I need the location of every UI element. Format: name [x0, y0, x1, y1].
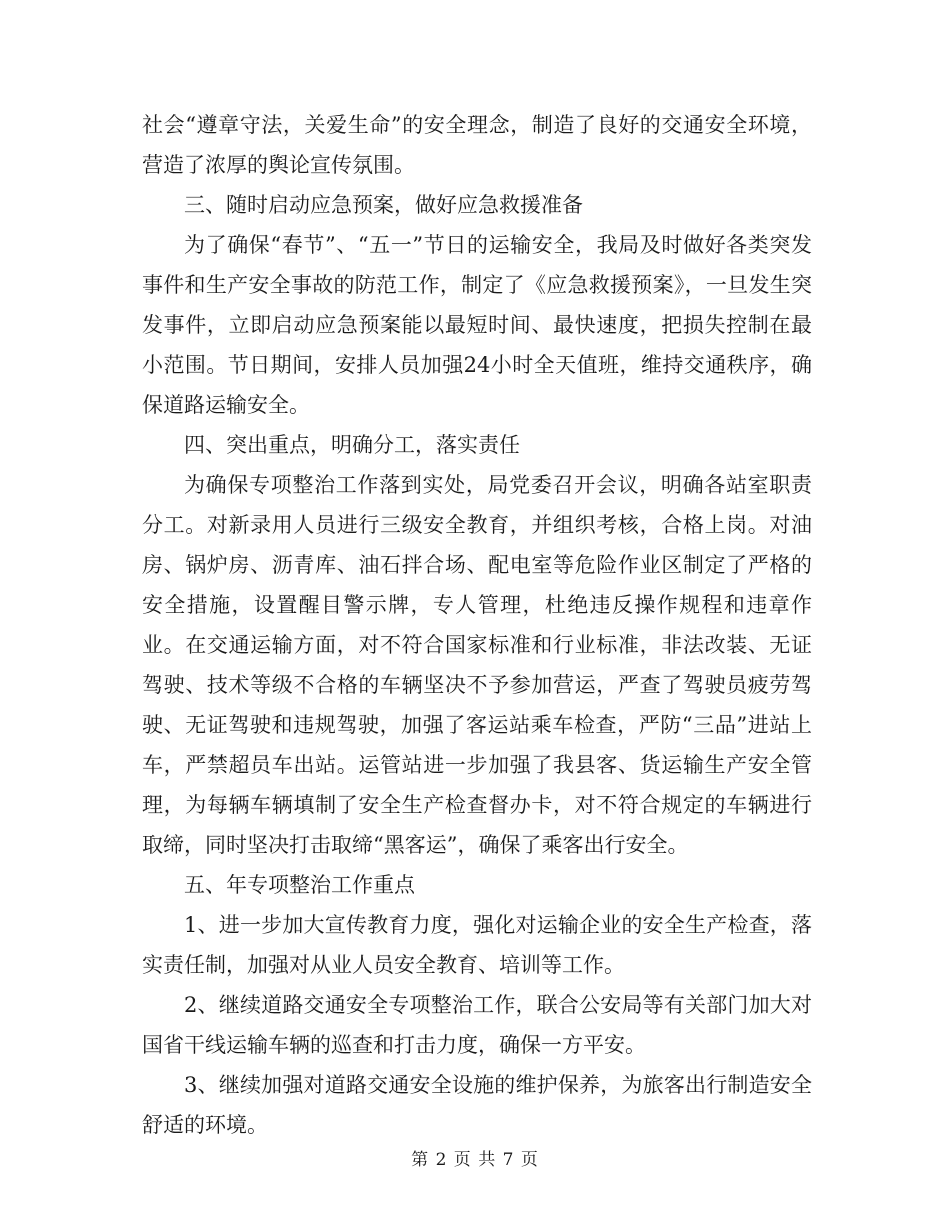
page-number-label: 第 2 页 共 7 页 [411, 1150, 539, 1170]
paragraph-responsibilities: 为确保专项整治工作落到实处，局党委召开会议，明确各站室职责分工。对新录用人员进行三级安全教育，并组织考核，合格上岗。对油房、锅炉房、沥青库、油石拌合场、配电室等危险作业区制定了严格的安全措施，设置醒目警示牌，专人管理，杜绝违反操作规程和违章作业。在交通运输方面，对不符合国家标准和行业标准，非法改装、无证驾驶、技术等级不合格的车辆坚决不予参加营运，严查了驾驶员疲劳驾驶、无证驾驶和违规驾驶，加强了客运站乘车检查，严防“三品”进站上车，严禁超员车出站。运管站进一步加强了我县客、货运输生产安全管理，为每辆车辆填制了安全生产检查督办卡，对不符合规定的车辆进行取缔，同时坚决打击取缔“黑客运”，确保了乘客出行安全。 [142, 473, 812, 857]
section-heading-4: 四、突出重点，明确分工，落实责任 [184, 433, 520, 457]
section-heading-5: 五、年专项整治工作重点 [184, 873, 415, 897]
paragraph-emergency-plan: 为了确保“春节”、“五一”节日的运输安全，我局及时做好各类突发事件和生产安全事故的防范工作，制定了《应急救援预案》，一旦发生突发事件，立即启动应急预案能以最短时间、最快速度，把损失控制在最小范围。节日期间，安排人员加强24小时全天值班，维持交通秩序，确保道路运输安全。 [142, 233, 812, 417]
document-body [142, 105, 812, 1145]
list-item-2: 2、继续道路交通安全专项整治工作，联合公安局等有关部门加大对国省干线运输车辆的巡查和打击力度，确保一方平安。 [142, 993, 812, 1057]
paragraph-continuation: 社会“遵章守法，关爱生命”的安全理念，制造了良好的交通安全环境，营造了浓厚的舆论宣传氛围。 [142, 113, 812, 177]
list-item-3: 3、继续加强对道路交通安全设施的维护保养，为旅客出行制造安全舒适的环境。 [142, 1073, 812, 1137]
section-heading-3: 三、随时启动应急预案，做好应急救援准备 [184, 193, 583, 217]
page-footer [0, 1145, 950, 1170]
list-item-1: 1、进一步加大宣传教育力度，强化对运输企业的安全生产检查，落实责任制，加强对从业人员安全教育、培训等工作。 [142, 913, 812, 977]
